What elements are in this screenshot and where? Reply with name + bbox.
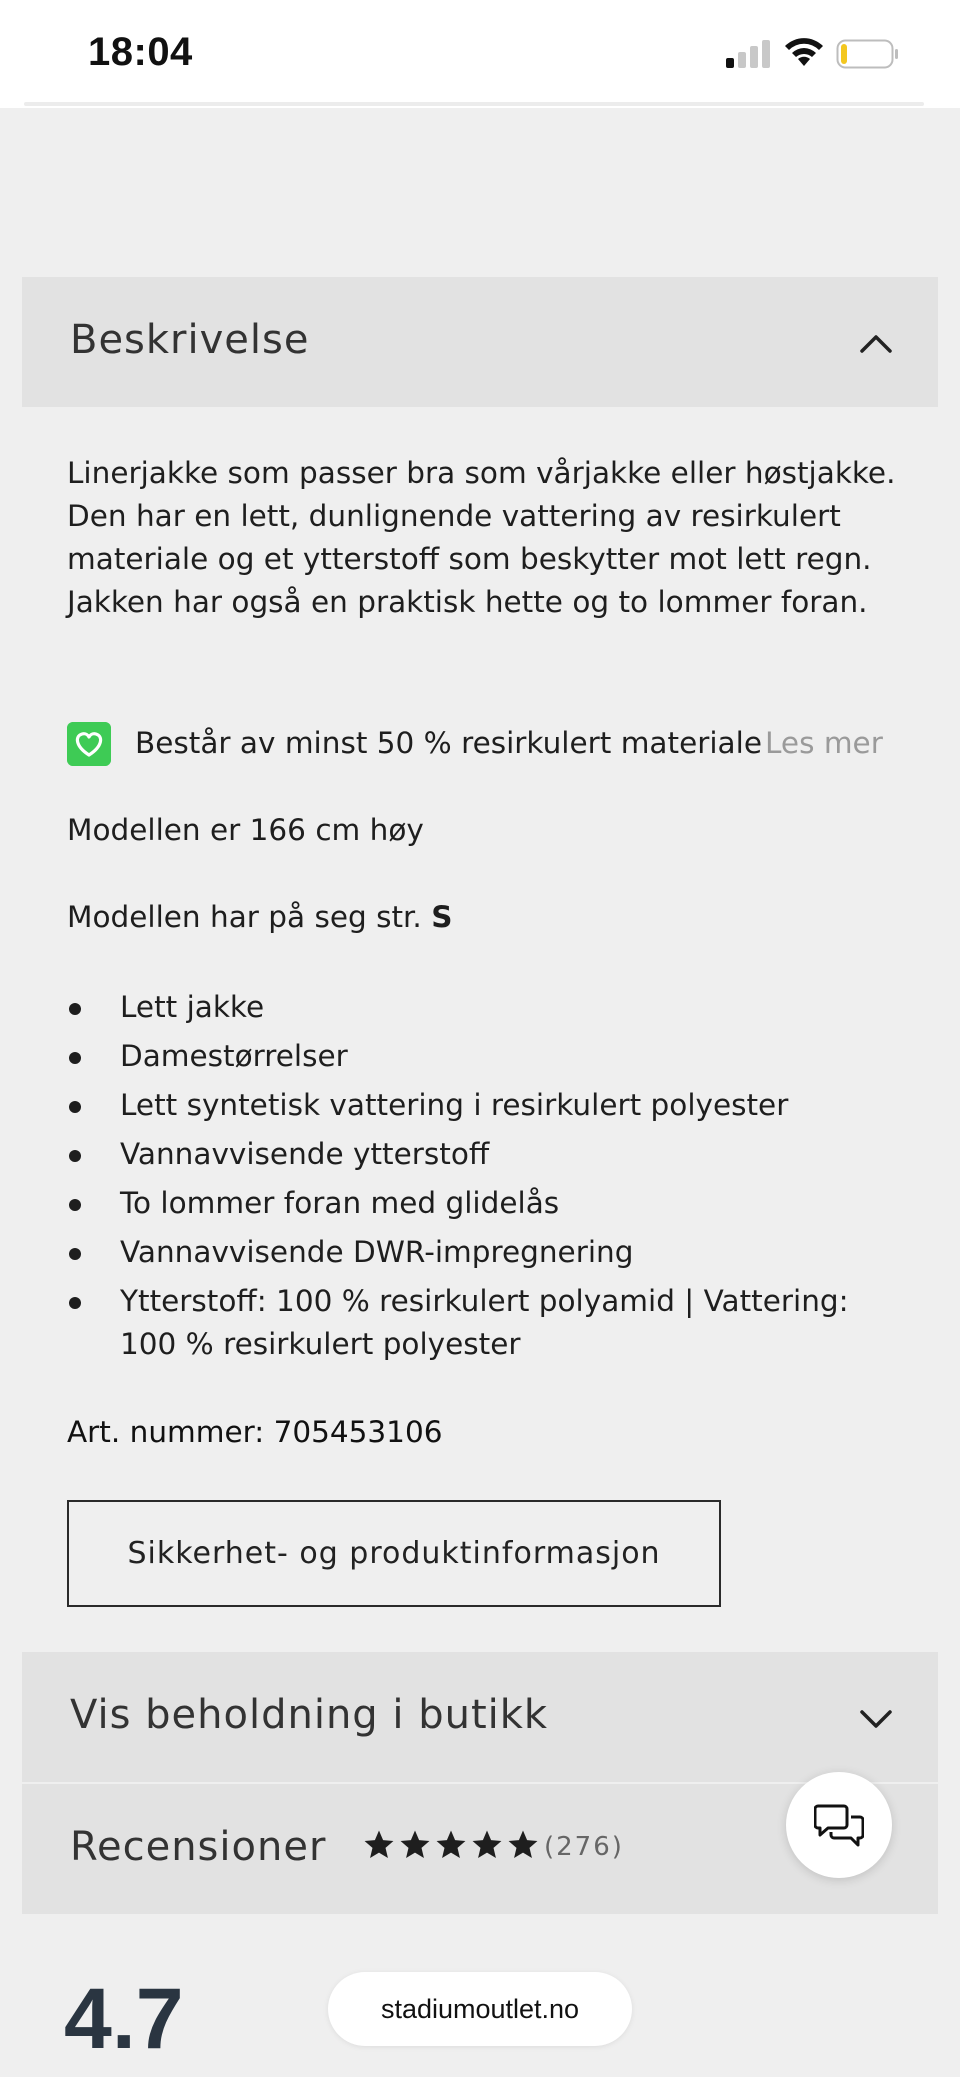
chat-bubbles-icon <box>814 1801 864 1849</box>
bullet <box>69 1248 81 1260</box>
feature-text: Lett syntetisk vattering i resirkulert polyester <box>120 1088 789 1122</box>
average-rating: 4.7 <box>64 1971 184 2067</box>
eco-info-row <box>67 722 927 766</box>
model-size <box>67 900 452 934</box>
model-height: Modellen er 166 cm høy <box>67 813 424 847</box>
read-more-link[interactable]: Les mer <box>765 726 883 760</box>
cellular-signal-icon <box>726 40 772 68</box>
star-icon <box>362 1828 396 1862</box>
stock-title: Vis beholdning i butikk <box>70 1692 549 1738</box>
list-item <box>67 1133 907 1176</box>
stock-accordion-header[interactable] <box>22 1652 938 1782</box>
eco-label: Består av minst 50 % resirkulert materiale <box>135 726 762 760</box>
browser-url-bar[interactable]: stadiumoutlet.no <box>328 1972 632 2046</box>
status-time: 18:04 <box>88 30 193 74</box>
battery-icon <box>836 39 900 69</box>
bullet <box>69 1150 81 1162</box>
feature-text: Lett jakke <box>120 990 265 1024</box>
star-icon <box>398 1828 432 1862</box>
feature-text: Damestørrelser <box>120 1039 348 1073</box>
wifi-icon <box>782 36 826 70</box>
header-divider <box>24 102 924 106</box>
bullet <box>69 1101 81 1113</box>
model-size-value: S <box>431 900 453 934</box>
list-item <box>67 1231 907 1274</box>
star-icon <box>434 1828 468 1862</box>
bullet <box>69 1052 81 1064</box>
model-size-prefix: Modellen har på seg str. <box>67 900 432 934</box>
list-item <box>67 1182 907 1225</box>
bullet <box>69 1199 81 1211</box>
feature-text: Ytterstoff: 100 % resirkulert polyamid | Vattering: 100 % resirkulert polyester <box>120 1284 849 1361</box>
feature-text: Vannavvisende ytterstoff <box>120 1137 490 1171</box>
status-bar <box>0 0 960 108</box>
list-item <box>67 986 907 1029</box>
review-count: (276) <box>544 1832 624 1862</box>
chat-button[interactable] <box>786 1772 892 1878</box>
heart-badge-icon <box>67 722 111 766</box>
feature-text: Vannavvisende DWR-impregnering <box>120 1235 634 1269</box>
review-stars <box>362 1828 540 1862</box>
description-title: Beskrivelse <box>70 317 310 363</box>
star-icon <box>470 1828 504 1862</box>
chevron-down-icon[interactable] <box>858 1700 894 1736</box>
bullet <box>69 1003 81 1015</box>
list-item <box>67 1280 907 1366</box>
feature-text: To lommer foran med glidelås <box>120 1186 560 1220</box>
bullet <box>69 1297 81 1309</box>
description-accordion-header[interactable] <box>22 277 938 407</box>
chevron-up-icon[interactable] <box>858 325 894 361</box>
description-text: Linerjakke som passer bra som vårjakke eller høstjakke. Den har en lett, dunlignende vattering av resirkulert materiale og et ytterstoff som beskytter mot lett regn. Jakken har også en praktisk hette og to lommer foran. <box>67 456 896 619</box>
list-item <box>67 1035 907 1078</box>
product-safety-info-button[interactable]: Sikkerhet- og produktinformasjon <box>67 1500 721 1607</box>
list-item <box>67 1084 907 1127</box>
feature-list <box>67 986 907 1372</box>
article-number: Art. nummer: 705453106 <box>67 1415 443 1449</box>
reviews-title: Recensioner <box>70 1824 327 1870</box>
star-icon <box>506 1828 540 1862</box>
